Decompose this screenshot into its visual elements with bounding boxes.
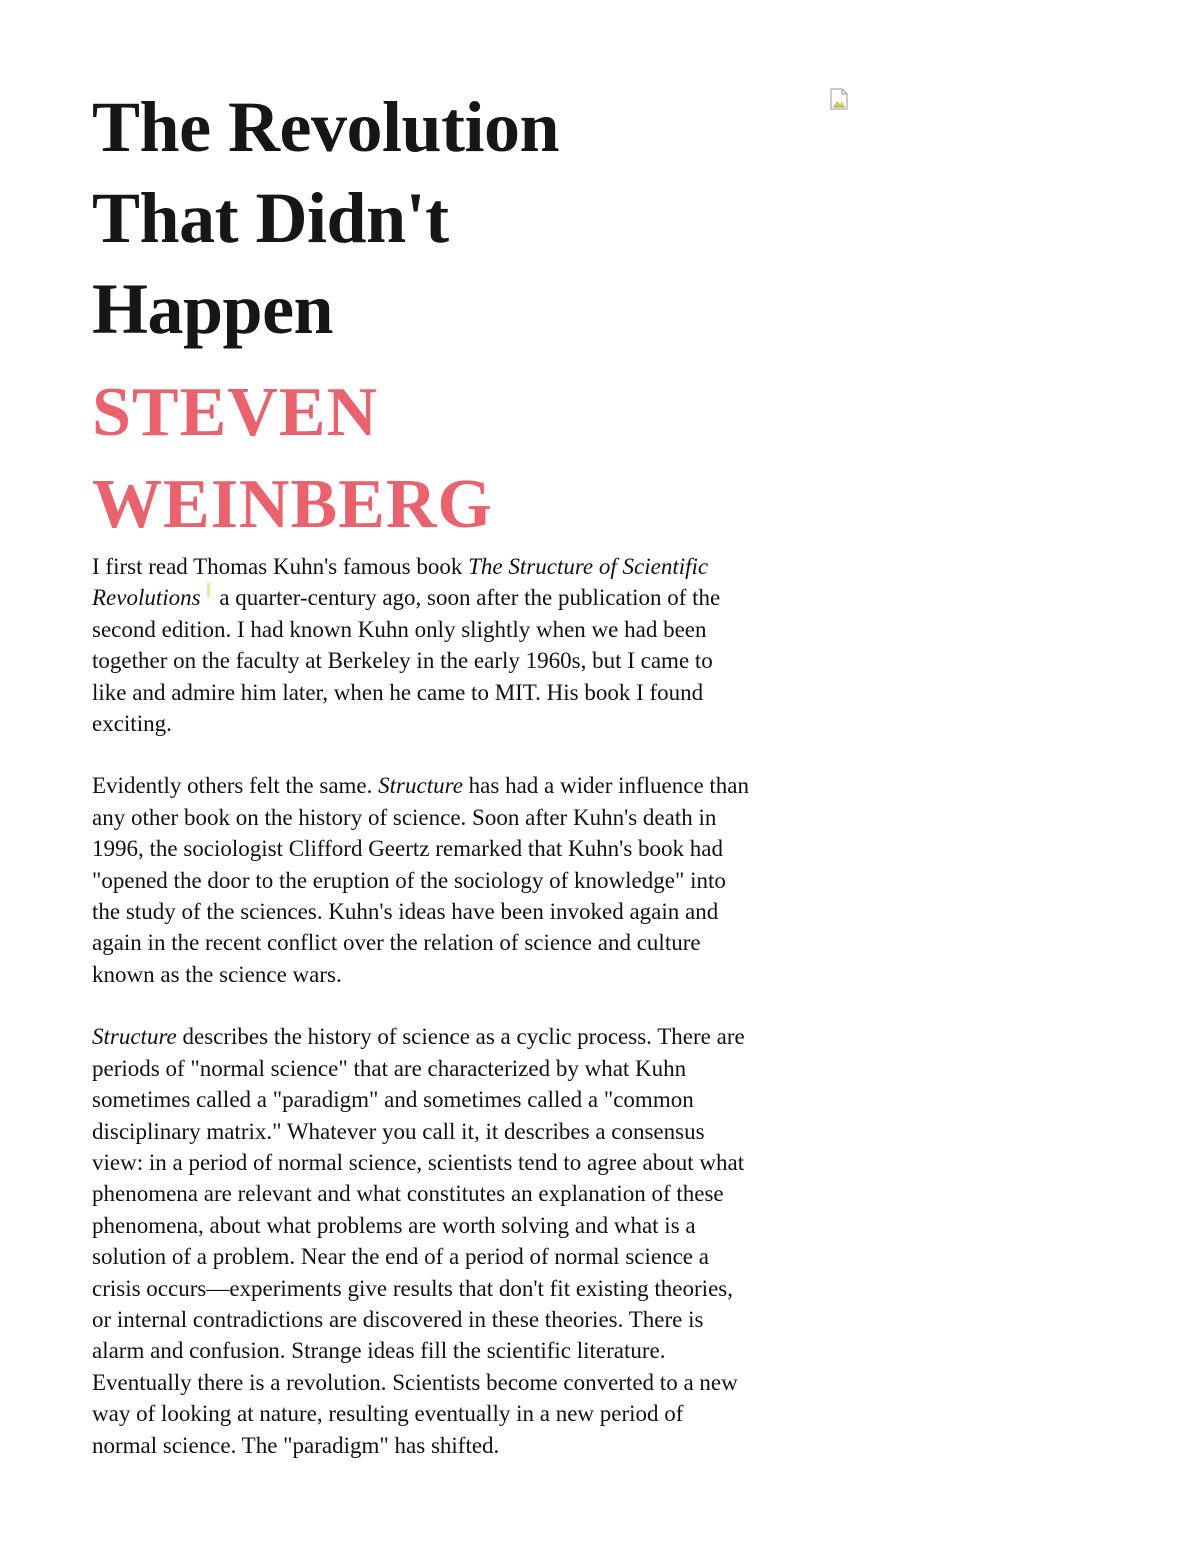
paragraph-text: has had a wider influence than any other book on the history of science. Soon after Kuhn's death in 1996, the sociologist Clifford Geertz remarked that Kuhn's book had "opened the door to the eruption of the sociology of knowledge" into the study of the sciences. Kuhn's ideas have been invoked again and again in the recent conflict over the relation of science and culture known as the science wars. (92, 773, 750, 987)
title-line: The Revolution (92, 87, 560, 167)
paragraph-1 (92, 551, 752, 739)
paragraph-2 (92, 770, 752, 990)
paragraph-text: describes the history of science as a cyclic process. There are periods of "normal science" that are characterized by what Kuhn sometimes called a "paradigm" and sometimes called a "common disciplinary matrix." Whatever you call it, it describes a consensus view: in a period of normal science, scientists tend to agree about what phenomena are relevant and what constitutes an explanation of these phenomena, about what problems are worth solving and what is a solution of a problem. Near the end of a period of normal science a crisis occurs—experiments give results that don't fit existing theories, or internal contradictions are discovered in these theories. There is alarm and confusion. Strange ideas fill the scientific literature. Eventually there is a revolution. Scientists become converted to a new way of looking at nature, resulting eventually in a new period of normal science. The "paradigm" has shifted. (92, 1024, 745, 1458)
paragraph-text: I first read Thomas Kuhn's famous book (92, 554, 469, 579)
emphasis: Structure (378, 773, 463, 799)
paragraph-text: a quarter-century ago, soon after the publication of the second edition. I had known Kuhn only slightly when we had been together on the faculty at Berkeley in the early 1960s, but I came to like and admire him later, when he came to MIT. His book I found exciting. (92, 585, 721, 737)
author-last-name: WEINBERG (92, 466, 493, 543)
article-title (92, 82, 752, 355)
author-first-name: STEVEN (92, 374, 379, 451)
broken-image-icon (830, 88, 850, 110)
emphasis: Structure (92, 1024, 177, 1050)
title-line: Happen (92, 269, 334, 349)
book-title: The Structure of Scientific Revolutions (92, 554, 709, 611)
article (92, 82, 752, 1461)
paragraph-text: Evidently others felt the same. (92, 773, 379, 799)
footnote-marker[interactable] (207, 583, 210, 597)
paragraph-3 (92, 1021, 752, 1461)
author-name (92, 367, 752, 551)
title-line: That Didn't (92, 178, 449, 258)
